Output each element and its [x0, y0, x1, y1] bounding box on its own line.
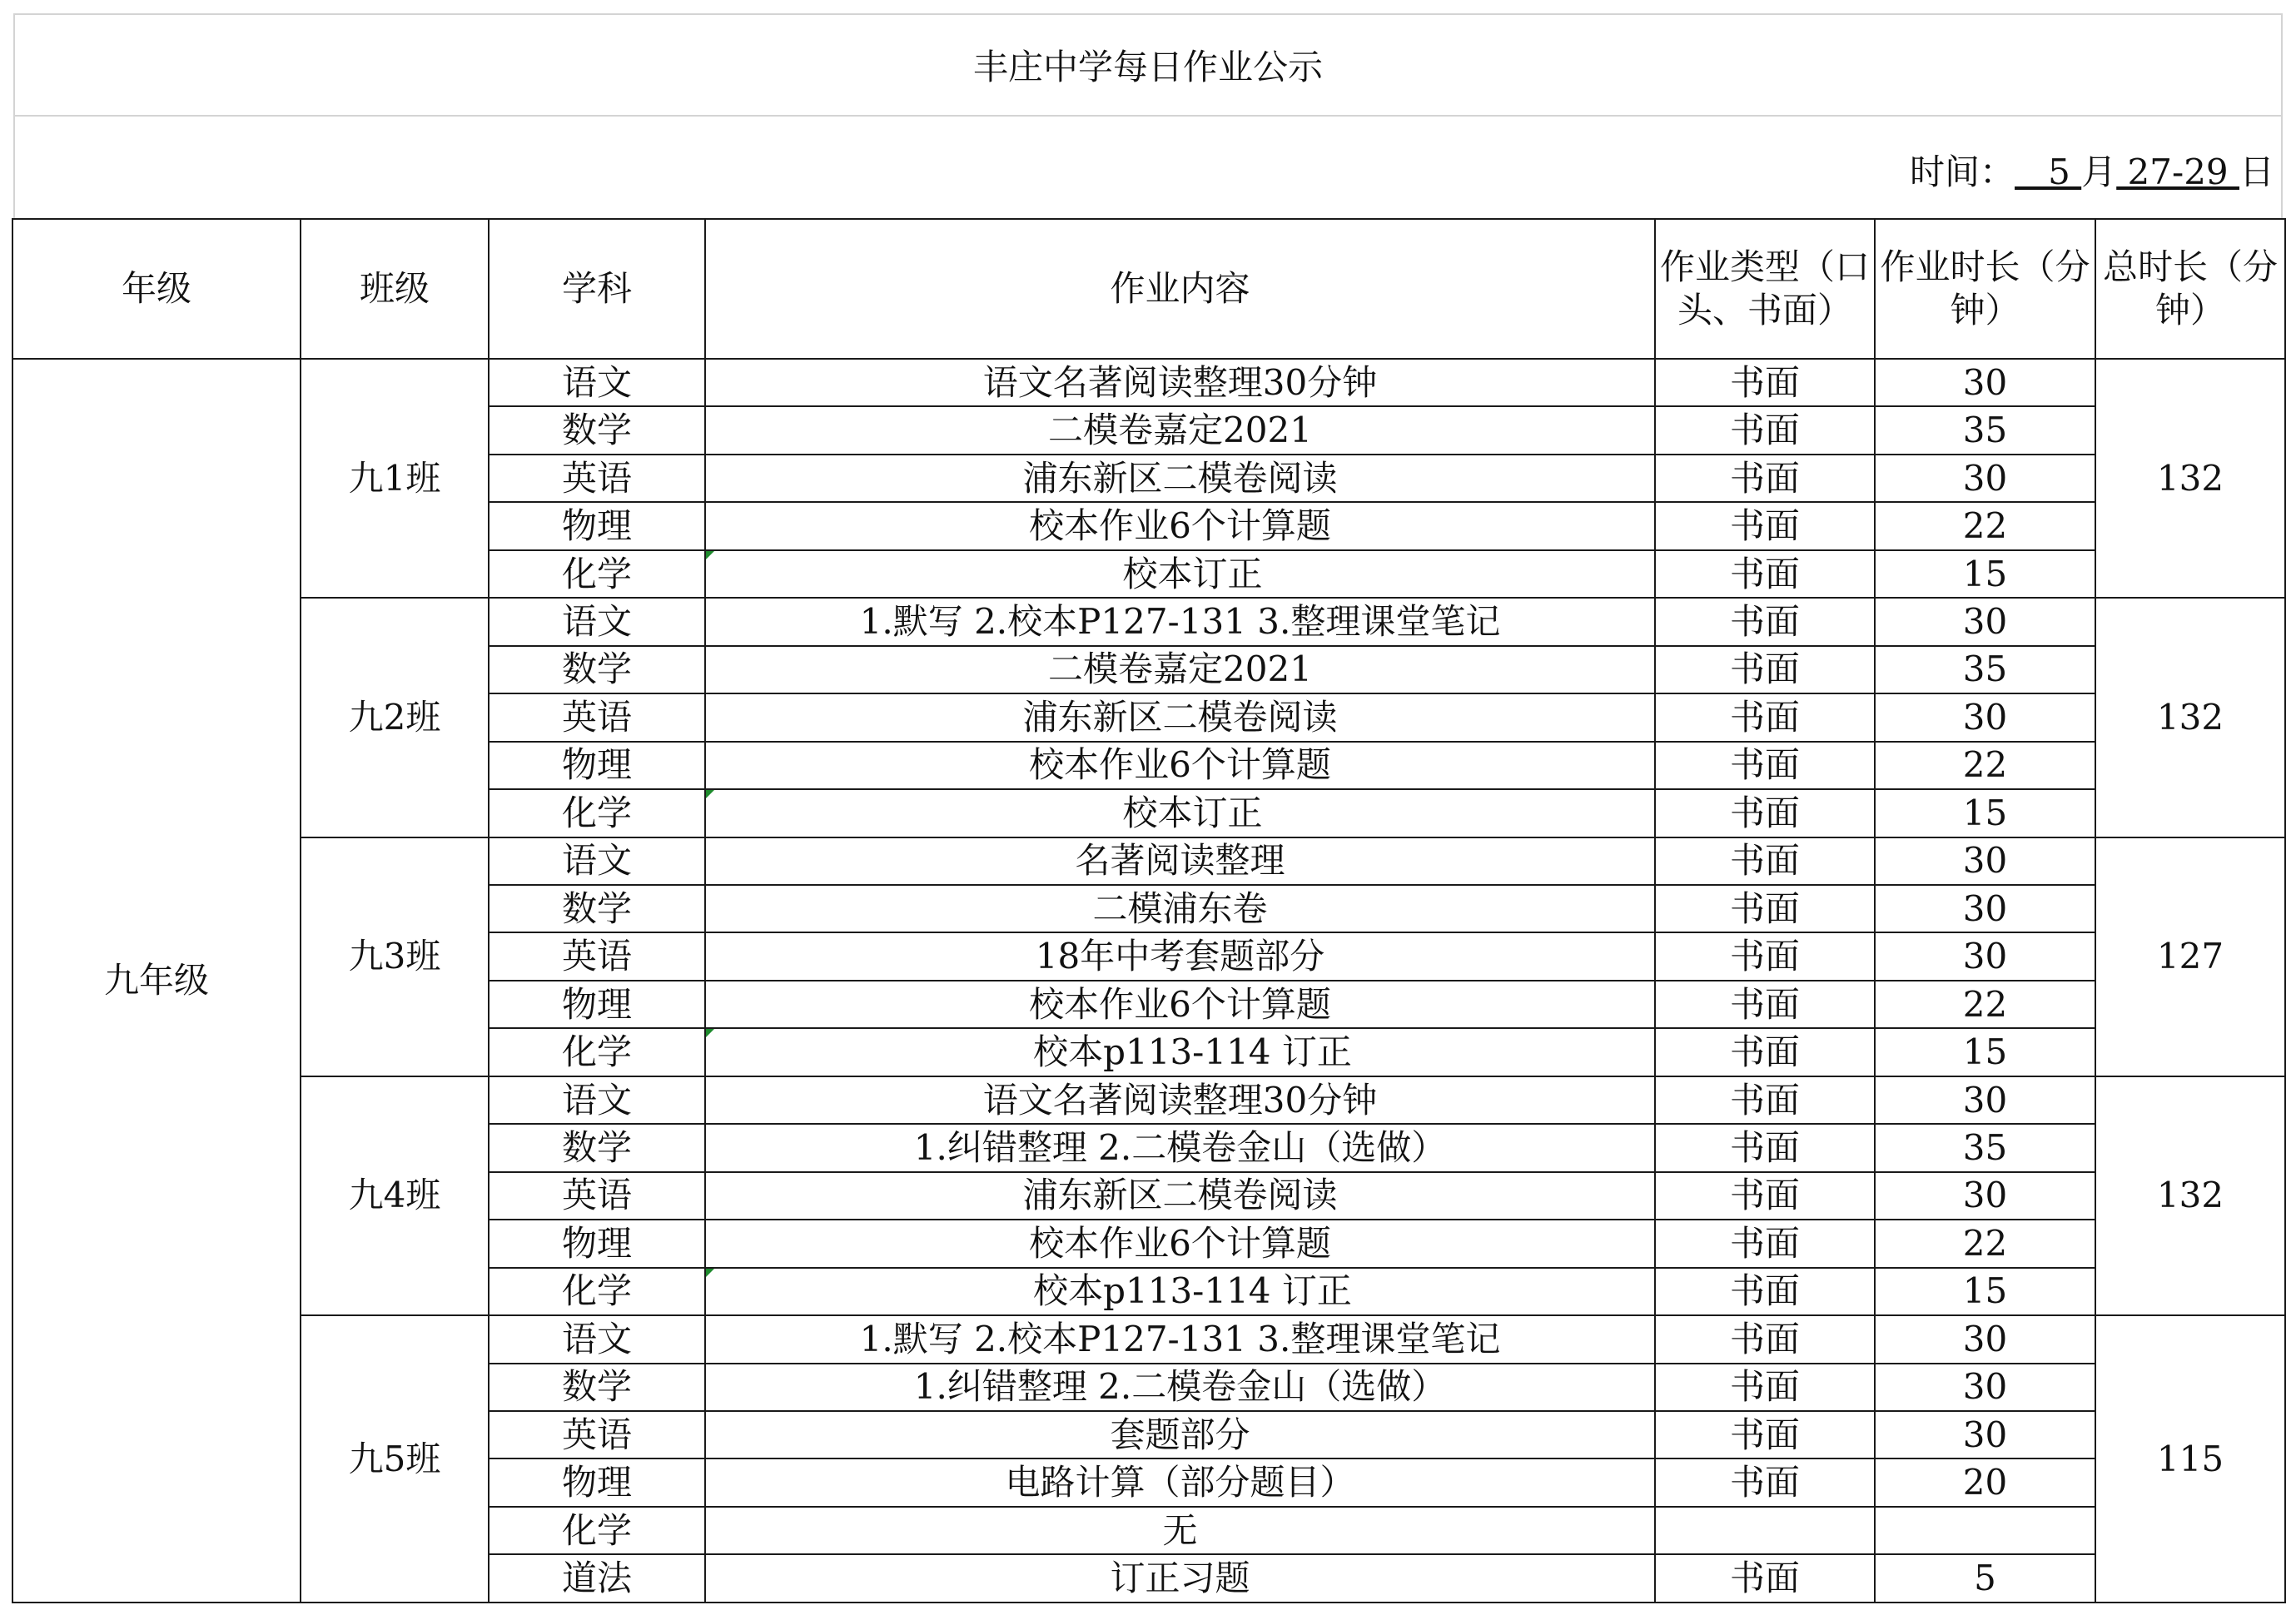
content-cell[interactable]: 电路计算（部分题目）	[705, 1458, 1655, 1506]
total-cell[interactable]: 132	[2095, 598, 2285, 837]
date-month-unit: 月	[2081, 152, 2117, 192]
table-row	[12, 1315, 2285, 1363]
minutes-cell[interactable]: 20	[1875, 1458, 2095, 1506]
subject-cell[interactable]: 化学	[489, 1028, 705, 1076]
subject-cell[interactable]: 物理	[489, 1220, 705, 1267]
type-cell[interactable]: 书面	[1655, 646, 1875, 693]
minutes-cell[interactable]: 30	[1875, 885, 2095, 932]
table-body	[12, 359, 2285, 1603]
subject-cell[interactable]: 数学	[489, 406, 705, 454]
grade-cell[interactable]: 九年级	[12, 359, 301, 1603]
class-cell[interactable]: 九4班	[301, 1076, 489, 1315]
subject-cell[interactable]: 数学	[489, 646, 705, 693]
date-days: 27-29	[2116, 152, 2239, 192]
date-day-unit: 日	[2239, 152, 2274, 192]
total-cell[interactable]: 132	[2095, 359, 2285, 598]
table-row	[12, 598, 2285, 645]
minutes-cell[interactable]: 15	[1875, 789, 2095, 837]
minutes-cell[interactable]: 22	[1875, 1220, 2095, 1267]
type-cell[interactable]: 书面	[1655, 1411, 1875, 1458]
type-cell[interactable]: 书面	[1655, 1172, 1875, 1220]
content-cell[interactable]: 语文名著阅读整理30分钟	[705, 1076, 1655, 1124]
content-cell[interactable]: 二模卷嘉定2021	[705, 646, 1655, 693]
minutes-cell[interactable]: 30	[1875, 455, 2095, 502]
subject-cell[interactable]: 物理	[489, 981, 705, 1028]
table-row	[12, 359, 2285, 406]
subject-cell[interactable]: 物理	[489, 502, 705, 549]
type-cell[interactable]: 书面	[1655, 502, 1875, 549]
total-cell[interactable]: 127	[2095, 837, 2285, 1076]
content-cell[interactable]: 18年中考套题部分	[705, 932, 1655, 980]
content-cell[interactable]: 校本作业6个计算题	[705, 502, 1655, 549]
type-cell[interactable]: 书面	[1655, 598, 1875, 645]
class-cell[interactable]: 九5班	[301, 1315, 489, 1603]
minutes-cell[interactable]: 30	[1875, 932, 2095, 980]
type-cell[interactable]: 书面	[1655, 742, 1875, 789]
homework-table	[12, 218, 2286, 1603]
header-total[interactable]: 总时长（分钟）	[2095, 219, 2285, 359]
subject-cell[interactable]: 数学	[489, 1364, 705, 1411]
subject-cell[interactable]: 数学	[489, 1124, 705, 1171]
subject-cell[interactable]: 英语	[489, 693, 705, 741]
type-cell[interactable]: 书面	[1655, 837, 1875, 885]
content-cell[interactable]: 名著阅读整理	[705, 837, 1655, 885]
type-cell[interactable]: 书面	[1655, 406, 1875, 454]
date-row[interactable]	[13, 117, 2283, 220]
header-class[interactable]: 班级	[301, 219, 489, 359]
subject-cell[interactable]: 语文	[489, 1315, 705, 1363]
minutes-cell[interactable]: 15	[1875, 1268, 2095, 1315]
content-cell[interactable]: 校本p113-114 订正	[705, 1268, 1655, 1315]
content-cell[interactable]: 校本p113-114 订正	[705, 1028, 1655, 1076]
type-cell[interactable]: 书面	[1655, 1028, 1875, 1076]
type-cell[interactable]: 书面	[1655, 455, 1875, 502]
subject-cell[interactable]: 物理	[489, 742, 705, 789]
minutes-cell[interactable]: 15	[1875, 550, 2095, 598]
content-cell[interactable]: 1.默写 2.校本P127-131 3.整理课堂笔记	[705, 598, 1655, 645]
minutes-cell[interactable]: 30	[1875, 1411, 2095, 1458]
header-content[interactable]: 作业内容	[705, 219, 1655, 359]
type-cell[interactable]: 书面	[1655, 885, 1875, 932]
minutes-cell[interactable]: 35	[1875, 646, 2095, 693]
sheet-title-cell[interactable]	[13, 13, 2283, 117]
header-grade[interactable]: 年级	[12, 219, 301, 359]
type-cell[interactable]: 书面	[1655, 359, 1875, 406]
content-cell[interactable]: 浦东新区二模卷阅读	[705, 1172, 1655, 1220]
date-month: 5	[2015, 152, 2082, 192]
header-subject[interactable]: 学科	[489, 219, 705, 359]
content-cell[interactable]: 校本作业6个计算题	[705, 1220, 1655, 1267]
subject-cell[interactable]: 化学	[489, 789, 705, 837]
total-cell[interactable]: 132	[2095, 1076, 2285, 1315]
subject-cell[interactable]: 语文	[489, 837, 705, 885]
subject-cell[interactable]: 化学	[489, 1507, 705, 1554]
subject-cell[interactable]: 语文	[489, 598, 705, 645]
minutes-cell[interactable]: 30	[1875, 359, 2095, 406]
minutes-cell[interactable]: 22	[1875, 742, 2095, 789]
content-cell[interactable]: 二模浦东卷	[705, 885, 1655, 932]
minutes-cell[interactable]: 30	[1875, 598, 2095, 645]
type-cell[interactable]: 书面	[1655, 1364, 1875, 1411]
header-duration[interactable]: 作业时长（分钟）	[1875, 219, 2095, 359]
type-cell[interactable]: 书面	[1655, 1076, 1875, 1124]
content-cell[interactable]: 二模卷嘉定2021	[705, 406, 1655, 454]
class-cell[interactable]: 九1班	[301, 359, 489, 598]
subject-cell[interactable]: 语文	[489, 1076, 705, 1124]
type-cell[interactable]: 书面	[1655, 932, 1875, 980]
minutes-cell[interactable]: 30	[1875, 1364, 2095, 1411]
type-cell[interactable]	[1655, 1507, 1875, 1554]
subject-cell[interactable]: 英语	[489, 455, 705, 502]
content-cell[interactable]: 校本作业6个计算题	[705, 742, 1655, 789]
type-cell[interactable]: 书面	[1655, 1315, 1875, 1363]
type-cell[interactable]: 书面	[1655, 1554, 1875, 1603]
type-cell[interactable]: 书面	[1655, 1268, 1875, 1315]
type-cell[interactable]: 书面	[1655, 693, 1875, 741]
minutes-cell[interactable]: 5	[1875, 1554, 2095, 1603]
content-cell[interactable]: 1.默写 2.校本P127-131 3.整理课堂笔记	[705, 1315, 1655, 1363]
content-cell[interactable]: 套题部分	[705, 1411, 1655, 1458]
subject-cell[interactable]: 物理	[489, 1458, 705, 1506]
minutes-cell[interactable]: 22	[1875, 502, 2095, 549]
content-cell[interactable]: 语文名著阅读整理30分钟	[705, 359, 1655, 406]
type-cell[interactable]: 书面	[1655, 789, 1875, 837]
header-type[interactable]: 作业类型（口头、书面）	[1655, 219, 1875, 359]
subject-cell[interactable]: 语文	[489, 359, 705, 406]
minutes-cell[interactable]: 30	[1875, 1315, 2095, 1363]
sheet-title: 丰庄中学每日作业公示	[972, 47, 1323, 87]
subject-cell[interactable]: 道法	[489, 1554, 705, 1603]
table-row	[12, 1076, 2285, 1124]
minutes-cell[interactable]: 30	[1875, 837, 2095, 885]
content-cell[interactable]: 校本订正	[705, 550, 1655, 598]
class-cell[interactable]: 九2班	[301, 598, 489, 837]
date-label: 时间：	[1910, 152, 2015, 192]
type-cell[interactable]: 书面	[1655, 550, 1875, 598]
content-cell[interactable]: 浦东新区二模卷阅读	[705, 455, 1655, 502]
subject-cell[interactable]: 化学	[489, 550, 705, 598]
class-cell[interactable]: 九3班	[301, 837, 489, 1076]
minutes-cell[interactable]: 30	[1875, 1076, 2095, 1124]
content-cell[interactable]: 校本作业6个计算题	[705, 981, 1655, 1028]
content-cell[interactable]: 订正习题	[705, 1554, 1655, 1603]
table-row	[12, 837, 2285, 885]
date-line	[1910, 145, 2274, 195]
header-row	[12, 219, 2285, 359]
content-cell[interactable]: 1.纠错整理 2.二模卷金山（选做）	[705, 1364, 1655, 1411]
type-cell[interactable]: 书面	[1655, 1220, 1875, 1267]
type-cell[interactable]: 书面	[1655, 981, 1875, 1028]
minutes-cell[interactable]	[1875, 1507, 2095, 1554]
minutes-cell[interactable]: 30	[1875, 693, 2095, 741]
minutes-cell[interactable]: 15	[1875, 1028, 2095, 1076]
content-cell[interactable]: 1.纠错整理 2.二模卷金山（选做）	[705, 1124, 1655, 1171]
subject-cell[interactable]: 数学	[489, 885, 705, 932]
type-cell[interactable]: 书面	[1655, 1458, 1875, 1506]
content-cell[interactable]: 校本订正	[705, 789, 1655, 837]
content-cell[interactable]: 无	[705, 1507, 1655, 1554]
minutes-cell[interactable]: 35	[1875, 1124, 2095, 1171]
minutes-cell[interactable]: 30	[1875, 1172, 2095, 1220]
minutes-cell[interactable]: 22	[1875, 981, 2095, 1028]
minutes-cell[interactable]: 35	[1875, 406, 2095, 454]
subject-cell[interactable]: 化学	[489, 1268, 705, 1315]
content-cell[interactable]: 浦东新区二模卷阅读	[705, 693, 1655, 741]
total-cell[interactable]: 115	[2095, 1315, 2285, 1603]
subject-cell[interactable]: 英语	[489, 932, 705, 980]
subject-cell[interactable]: 英语	[489, 1172, 705, 1220]
subject-cell[interactable]: 英语	[489, 1411, 705, 1458]
type-cell[interactable]: 书面	[1655, 1124, 1875, 1171]
